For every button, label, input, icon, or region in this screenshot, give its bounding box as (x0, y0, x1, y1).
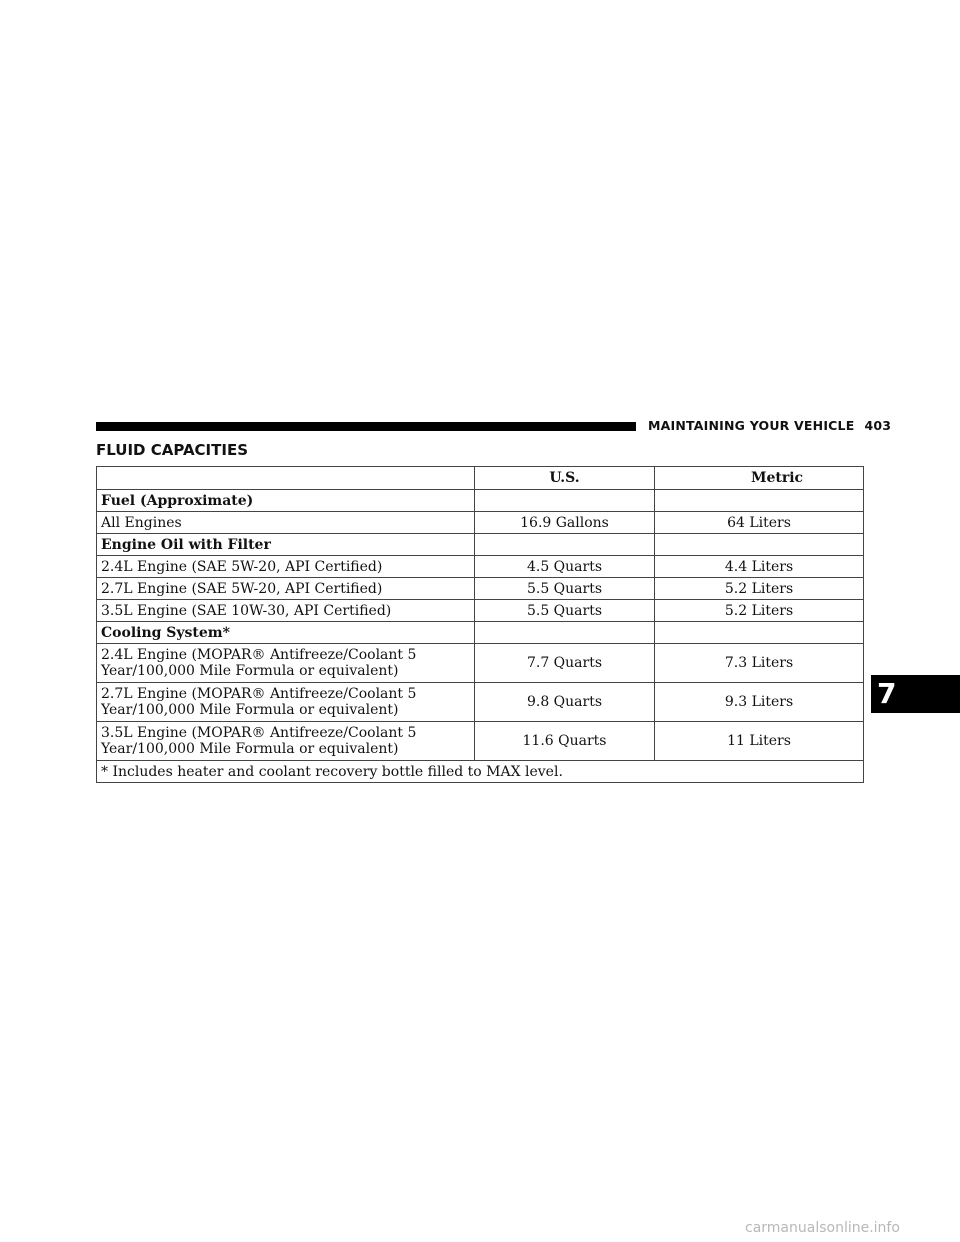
us-value: 5.5 Quarts (475, 578, 655, 600)
watermark: carmanualsonline.info (745, 1220, 900, 1236)
us-value: 11.6 Quarts (475, 722, 655, 761)
row-label-line: 3.5L Engine (MOPAR® Antifreeze/Coolant 5 (101, 725, 417, 741)
column-header-us: U.S. (475, 467, 655, 490)
metric-value: 9.3 Liters (655, 683, 864, 722)
row-label: 2.7L Engine (SAE 5W-20, API Certified) (97, 578, 475, 600)
row-label-line: Year/100,000 Mile Formula or equivalent) (101, 741, 399, 757)
metric-value: 5.2 Liters (655, 578, 864, 600)
metric-value: 64 Liters (655, 512, 864, 534)
table-row (97, 512, 864, 534)
table-row (97, 600, 864, 622)
row-label: Cooling System* (97, 622, 475, 644)
table-row (97, 683, 864, 722)
table-row (97, 644, 864, 683)
table-row (97, 556, 864, 578)
row-label: 3.5L Engine (SAE 10W-30, API Certified) (97, 600, 475, 622)
table-row (97, 622, 864, 644)
row-label: Fuel (Approximate) (97, 490, 475, 512)
row-label-line: Year/100,000 Mile Formula or equivalent) (101, 663, 399, 679)
page-number: 403 (864, 418, 892, 433)
row-label: All Engines (97, 512, 475, 534)
row-label: Engine Oil with Filter (97, 534, 475, 556)
us-value: 16.9 Gallons (475, 512, 655, 534)
us-value: 9.8 Quarts (475, 683, 655, 722)
table-row (97, 722, 864, 761)
table-header-row (97, 467, 864, 490)
row-label-line: Year/100,000 Mile Formula or equivalent) (101, 702, 399, 718)
us-value (475, 534, 655, 556)
table-footnote: * Includes heater and coolant recovery bottle filled to MAX level. (97, 761, 864, 783)
column-header-item (97, 467, 475, 490)
metric-value (655, 622, 864, 644)
us-value: 5.5 Quarts (475, 600, 655, 622)
header-rule (96, 422, 636, 431)
us-value (475, 490, 655, 512)
row-label (97, 644, 475, 683)
us-value: 7.7 Quarts (475, 644, 655, 683)
metric-value: 7.3 Liters (655, 644, 864, 683)
metric-value: 11 Liters (655, 722, 864, 761)
row-label-line: 2.7L Engine (MOPAR® Antifreeze/Coolant 5 (101, 686, 417, 702)
us-value (475, 622, 655, 644)
row-label: 2.4L Engine (SAE 5W-20, API Certified) (97, 556, 475, 578)
metric-value (655, 534, 864, 556)
metric-value (655, 490, 864, 512)
table-row (97, 578, 864, 600)
row-label-line: 2.4L Engine (MOPAR® Antifreeze/Coolant 5 (101, 647, 417, 663)
chapter-tab: 7 (871, 675, 960, 713)
metric-value: 5.2 Liters (655, 600, 864, 622)
table-row (97, 534, 864, 556)
metric-value: 4.4 Liters (655, 556, 864, 578)
running-header (648, 418, 891, 433)
section-name: MAINTAINING YOUR VEHICLE (648, 418, 855, 433)
row-label (97, 722, 475, 761)
page-title: FLUID CAPACITIES (96, 441, 248, 459)
column-header-metric: Metric (655, 467, 864, 490)
us-value: 4.5 Quarts (475, 556, 655, 578)
fluid-capacities-table (96, 466, 864, 783)
table-footnote-row (97, 761, 864, 783)
table-row (97, 490, 864, 512)
row-label (97, 683, 475, 722)
